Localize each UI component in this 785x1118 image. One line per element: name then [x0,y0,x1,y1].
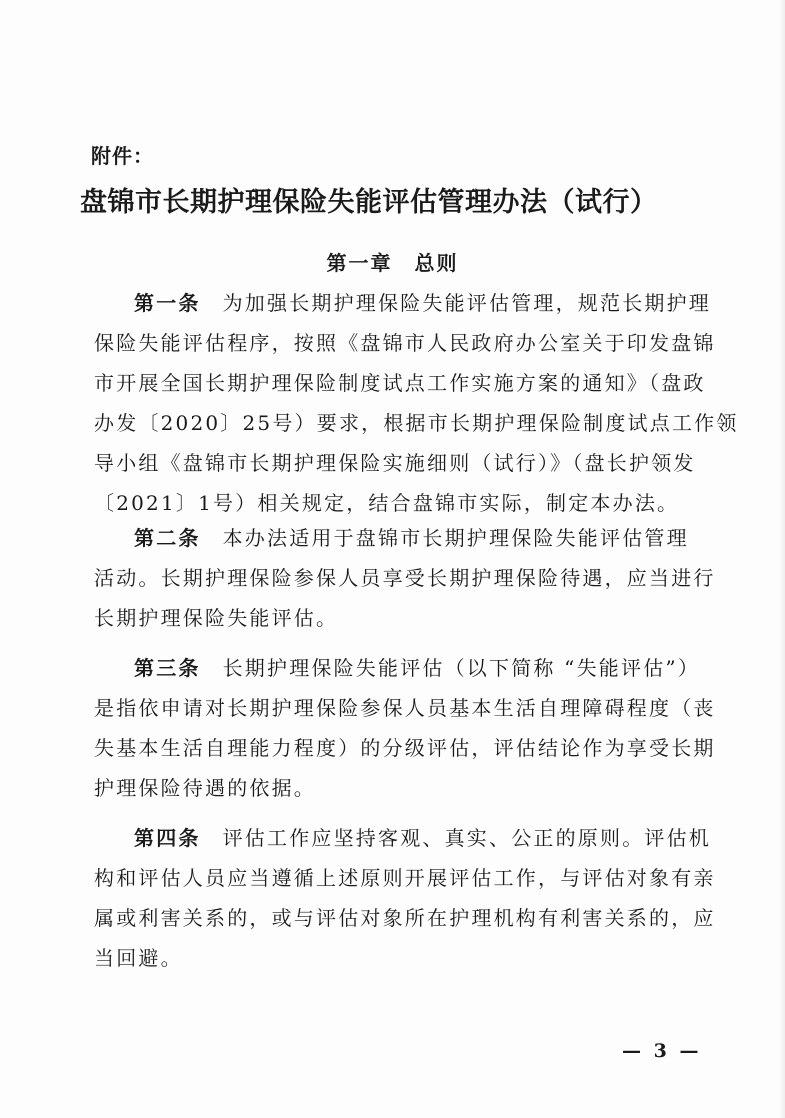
article-line: 护理保险待遇的依据。 [94,776,316,800]
article-label: 第一条 [134,291,201,315]
article-text: 评估工作应坚持客观、真实、公正的原则。评估机 [222,826,712,850]
article-line: 失基本生活自理能力程度）的分级评估，评估结论作为享受长期 [94,736,716,760]
article-line: 当回避。 [94,946,183,970]
article-line: 办发〔2020〕25号）要求，根据市长期护理保险制度试点工作领 [94,411,739,435]
article-line: 导小组《盘锦市长期护理保险实施细则（试行）》（盘长护领发 [94,451,696,475]
article-line: 长期护理保险失能评估。 [94,606,339,630]
article-line: 属或利害关系的，或与评估对象所在护理机构有利害关系的，应 [94,906,716,930]
article-2 [94,518,716,638]
article-line: 活动。长期护理保险参保人员享受长期护理保险待遇，应当进行 [94,566,716,590]
article-line: 是指依申请对长期护理保险参保人员基本生活自理障碍程度（丧 [94,696,716,720]
document-title: 盘锦市长期护理保险失能评估管理办法（试行） [80,187,658,218]
page-edge-shadow [779,0,785,1118]
article-line: 市开展全国长期护理保险制度试点工作实施方案的通知》（盘政 [94,371,706,395]
article-text: 为加强长期护理保险失能评估管理，规范长期护理 [222,291,712,315]
article-line: 〔2021〕1号）相关规定，结合盘锦市实际，制定本办法。 [94,491,680,515]
chapter-heading: 第一章 总则 [326,251,459,275]
article-1 [94,283,739,523]
article-line: 保险失能评估程序，按照《盘锦市人民政府办公室关于印发盘锦 [94,331,716,355]
article-4 [94,818,716,978]
article-label: 第四条 [134,826,201,850]
article-line [94,648,701,688]
article-line [94,818,712,858]
article-line: 构和评估人员应当遵循上述原则开展评估工作，与评估对象有亲 [94,866,716,890]
attachment-label: 附件： [91,144,154,168]
page-number: — 3 — [622,1040,702,1062]
article-text: 长期护理保险失能评估（以下简称 “失能评估”） [222,656,701,680]
article-label: 第三条 [134,656,201,680]
article-label: 第二条 [134,526,201,550]
article-line [94,518,698,558]
article-3 [94,648,716,808]
article-line [94,283,712,323]
article-text: 本办法适用于盘锦市长期护理保险失能评估管理 [222,526,689,550]
